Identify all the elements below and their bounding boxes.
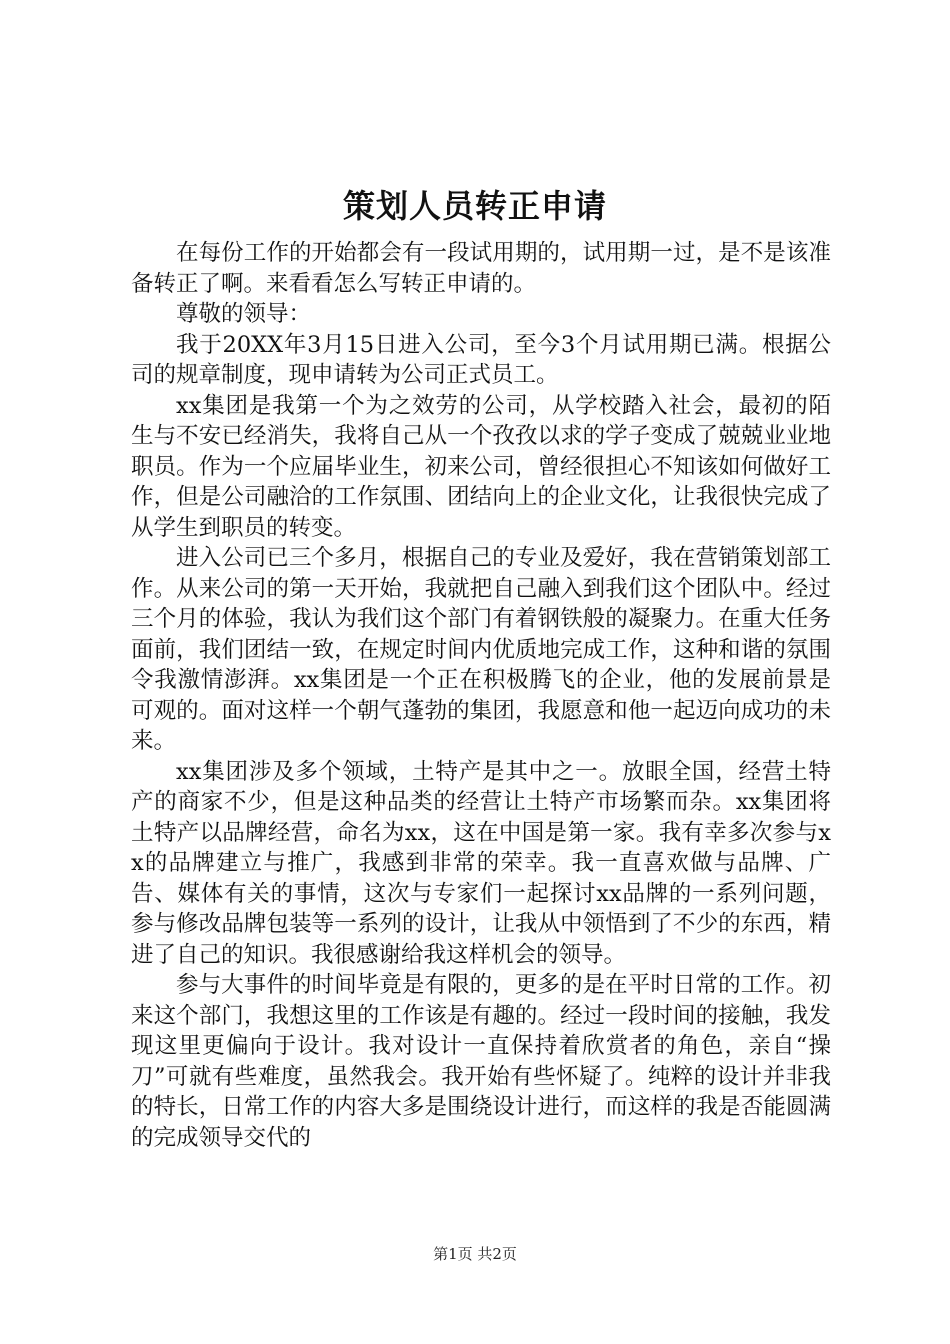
paragraph-application: 我于20XX年3月15日进入公司，至今3个月试用期已满。根据公司的规章制度，现申请转为公司正式员工。 — [131, 331, 831, 388]
document-title: 策划人员转正申请 — [342, 187, 607, 225]
paragraph-salutation: 尊敬的领导： — [176, 301, 312, 327]
paragraph-daily-work: 参与大事件的时间毕竟是有限的，更多的是在平时日常的工作。初来这个部门，我想这里的工作该是有趣的。经过一段时间的接触，我发现这里更偏向于设计。我对设计一直保持着欣赏者的角色，亲自“操刀”可就有些难度，虽然我会。我开始有些怀疑了。纯粹的设计并非我的特长，日常工作的内容大多是围绕设计进行，而这样的我是否能圆满的完成领导交代的 — [131, 972, 831, 1151]
paragraph-brand: xx集团涉及多个领域，土特产是其中之一。放眼全国，经营土特产的商家不少，但是这种品类的经营让土特产市场繁而杂。xx集团将土特产以品牌经营，命名为xx，这在中国是第一家。我有幸多次参与xx的品牌建立与推广，我感到非常的荣幸。我一直喜欢做与品牌、广告、媒体有关的事情，这次与专家们一起探讨xx品牌的一系列问题，参与修改品牌包装等一系列的设计，让我从中领悟到了不少的东西，精进了自己的知识。我很感谢给我这样机会的领导。 — [131, 758, 831, 968]
paragraph-company: xx集团是我第一个为之效劳的公司，从学校踏入社会，最初的陌生与不安已经消失，我将自己从一个孜孜以求的学子变成了兢兢业业地职员。作为一个应届毕业生，初来公司，曾经很担心不知该如何做好工作，但是公司融洽的工作氛围、团结向上的企业文化，让我很快完成了从学生到职员的转变。 — [131, 392, 831, 541]
document-body — [131, 238, 831, 1153]
paragraph-intro: 在每份工作的开始都会有一段试用期的，试用期一过，是不是该准备转正了啊。来看看怎么写转正申请的。 — [131, 240, 831, 297]
paragraph-department: 进入公司已三个多月，根据自己的专业及爱好，我在营销策划部工作。从来公司的第一天开始，我就把自己融入到我们这个团队中。经过三个月的体验，我认为我们这个部门有着钢铁般的凝聚力。在重大任务面前，我们团结一致，在规定时间内优质地完成工作，这种和谐的氛围令我激情澎湃。xx集团是一个正在积极腾飞的企业，他的发展前景是可观的。面对这样一个朝气蓬勃的集团，我愿意和他一起迈向成功的未来。 — [131, 545, 831, 754]
page-number-footer: 第1页 共2页 — [433, 1245, 517, 1263]
